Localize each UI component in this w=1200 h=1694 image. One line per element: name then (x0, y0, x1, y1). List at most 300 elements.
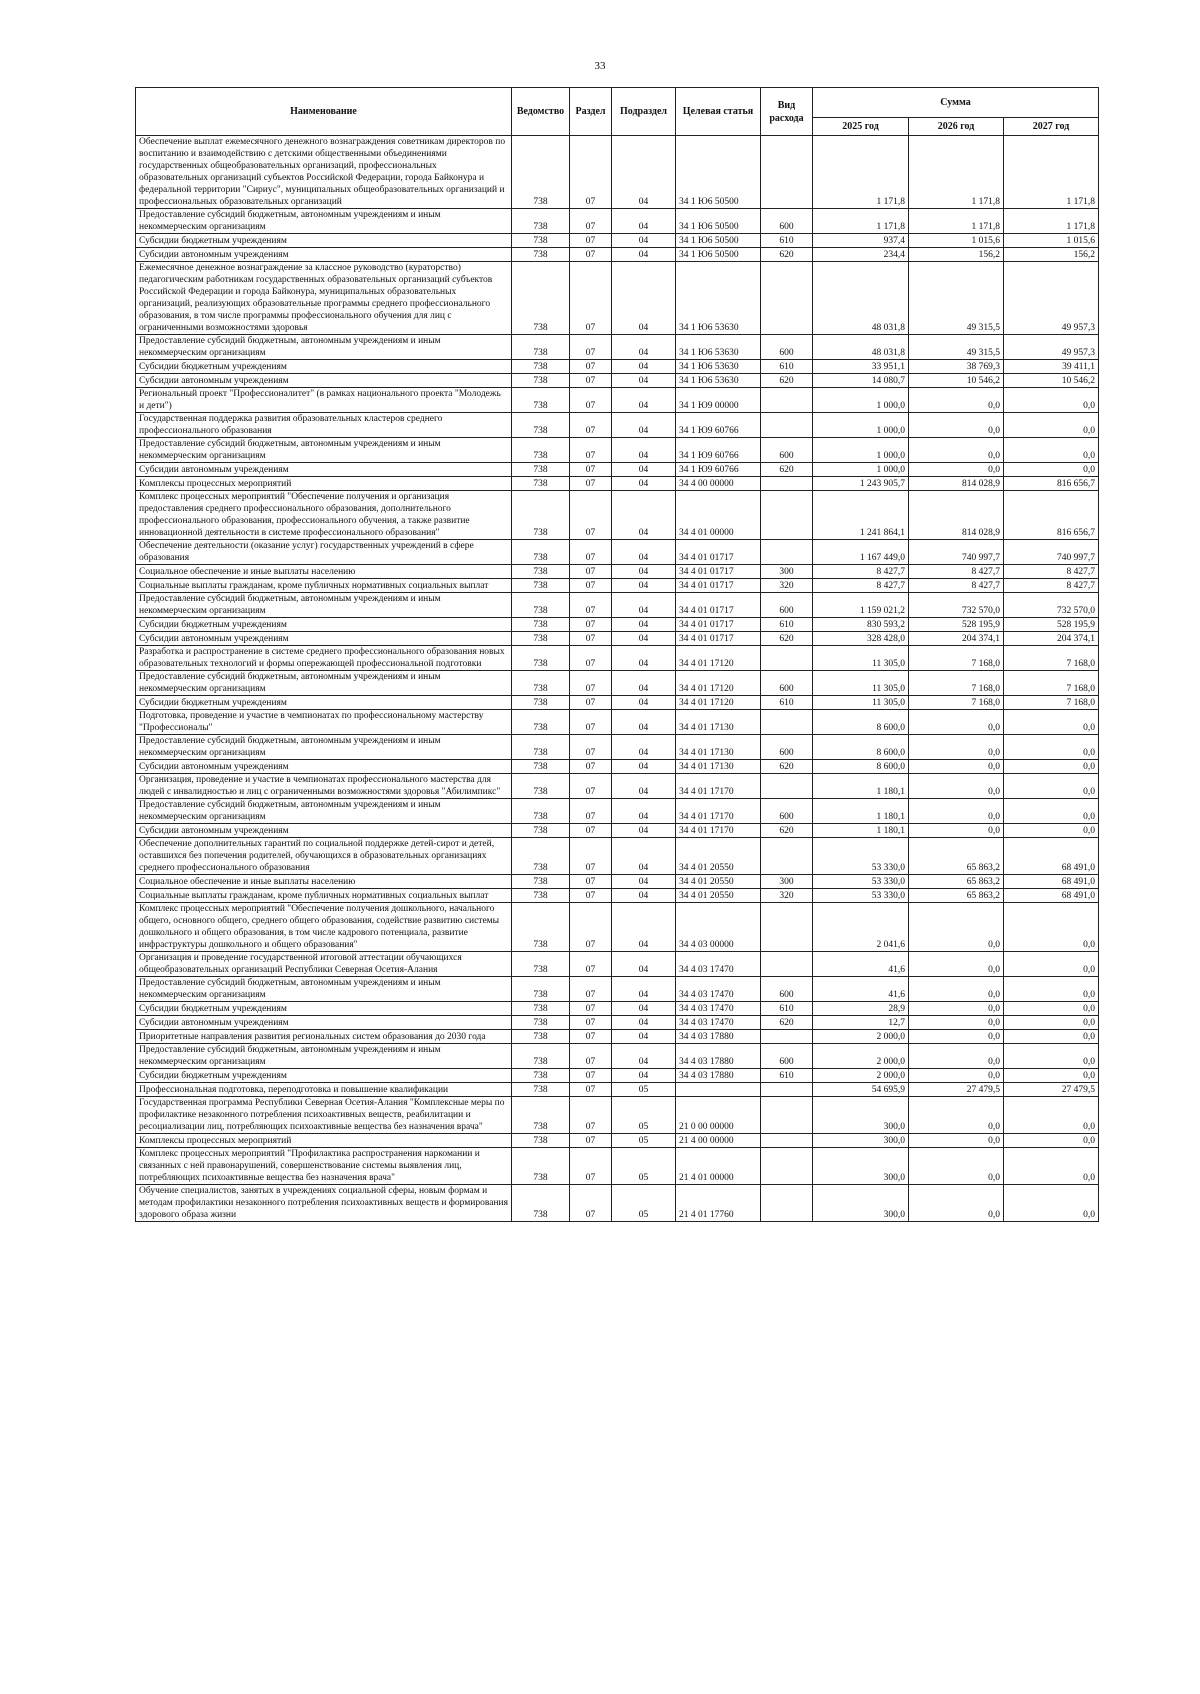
row-sum-2025: 11 305,0 (813, 646, 909, 671)
row-subsection: 04 (612, 540, 676, 565)
row-sum-2025: 830 593,2 (813, 618, 909, 632)
row-exp-type (761, 903, 813, 952)
row-exp-type (761, 774, 813, 799)
row-dept: 738 (512, 696, 570, 710)
table-row (136, 1134, 1099, 1148)
row-dept: 738 (512, 618, 570, 632)
row-section: 07 (570, 952, 612, 977)
row-name: Государственная поддержка развития образовательных кластеров среднего профессионального образования (136, 413, 512, 438)
row-section: 07 (570, 903, 612, 952)
table-row (136, 1030, 1099, 1044)
row-dept: 738 (512, 262, 570, 335)
row-subsection: 04 (612, 565, 676, 579)
row-exp-type: 600 (761, 977, 813, 1002)
row-sum-2026: 814 028,9 (909, 491, 1004, 540)
row-sum-2027: 7 168,0 (1004, 696, 1099, 710)
row-sum-2027: 68 491,0 (1004, 838, 1099, 875)
table-body (136, 136, 1099, 1222)
row-sum-2026: 0,0 (909, 903, 1004, 952)
row-section: 07 (570, 540, 612, 565)
row-dept: 738 (512, 234, 570, 248)
row-subsection: 04 (612, 248, 676, 262)
row-name: Подготовка, проведение и участие в чемпионатах по профессиональному мастерству "Профессионалы" (136, 710, 512, 735)
row-subsection: 05 (612, 1148, 676, 1185)
row-dept: 738 (512, 632, 570, 646)
row-dept: 738 (512, 1030, 570, 1044)
row-exp-type (761, 491, 813, 540)
row-sum-2027: 0,0 (1004, 952, 1099, 977)
row-sum-2025: 8 600,0 (813, 760, 909, 774)
row-sum-2025: 53 330,0 (813, 875, 909, 889)
row-section: 07 (570, 262, 612, 335)
row-dept: 738 (512, 1134, 570, 1148)
row-section: 07 (570, 889, 612, 903)
row-sum-2027: 39 411,1 (1004, 360, 1099, 374)
row-exp-type: 600 (761, 799, 813, 824)
row-exp-type: 600 (761, 209, 813, 234)
row-sum-2026: 0,0 (909, 710, 1004, 735)
row-exp-type: 600 (761, 593, 813, 618)
row-sum-2027: 0,0 (1004, 1002, 1099, 1016)
row-sum-2026: 49 315,5 (909, 335, 1004, 360)
row-sum-2026: 156,2 (909, 248, 1004, 262)
header-year-2026: 2026 год (909, 118, 1004, 136)
row-subsection: 04 (612, 579, 676, 593)
table-row (136, 579, 1099, 593)
row-sum-2026: 0,0 (909, 413, 1004, 438)
row-target: 21 4 01 00000 (676, 1148, 761, 1185)
row-exp-type (761, 952, 813, 977)
row-subsection: 04 (612, 774, 676, 799)
row-subsection: 05 (612, 1185, 676, 1222)
row-dept: 738 (512, 977, 570, 1002)
row-sum-2027: 0,0 (1004, 1185, 1099, 1222)
row-name: Субсидии автономным учреждениям (136, 248, 512, 262)
row-name: Субсидии бюджетным учреждениям (136, 1069, 512, 1083)
row-sum-2025: 54 695,9 (813, 1083, 909, 1097)
row-name: Комплексы процессных мероприятий (136, 1134, 512, 1148)
row-exp-type: 610 (761, 1069, 813, 1083)
row-sum-2026: 0,0 (909, 1044, 1004, 1069)
table-row (136, 1097, 1099, 1134)
row-name: Субсидии автономным учреждениям (136, 632, 512, 646)
row-subsection: 04 (612, 903, 676, 952)
table-row (136, 1002, 1099, 1016)
row-subsection: 04 (612, 977, 676, 1002)
row-target: 34 4 03 17470 (676, 1016, 761, 1030)
row-sum-2027: 68 491,0 (1004, 875, 1099, 889)
row-section: 07 (570, 1148, 612, 1185)
row-target: 34 4 01 17120 (676, 646, 761, 671)
row-target: 34 4 01 17170 (676, 799, 761, 824)
row-sum-2026: 0,0 (909, 735, 1004, 760)
row-section: 07 (570, 799, 612, 824)
row-subsection: 04 (612, 360, 676, 374)
row-dept: 738 (512, 838, 570, 875)
row-target: 34 4 03 17470 (676, 977, 761, 1002)
row-sum-2026: 0,0 (909, 1030, 1004, 1044)
row-section: 07 (570, 491, 612, 540)
row-dept: 738 (512, 1002, 570, 1016)
row-sum-2027: 7 168,0 (1004, 646, 1099, 671)
row-sum-2025: 28,9 (813, 1002, 909, 1016)
row-sum-2026: 0,0 (909, 1148, 1004, 1185)
row-sum-2026: 0,0 (909, 1134, 1004, 1148)
table-row (136, 234, 1099, 248)
row-sum-2025: 328 428,0 (813, 632, 909, 646)
row-target: 34 1 Ю6 53630 (676, 360, 761, 374)
row-subsection: 04 (612, 388, 676, 413)
row-dept: 738 (512, 360, 570, 374)
row-name: Разработка и распространение в системе среднего профессионального образования новых образовательных технологий и формы опережающей профессиональной подготовки (136, 646, 512, 671)
table-row (136, 632, 1099, 646)
row-subsection: 04 (612, 463, 676, 477)
row-sum-2027: 10 546,2 (1004, 374, 1099, 388)
table-header (136, 88, 1099, 136)
row-exp-type: 620 (761, 374, 813, 388)
row-section: 07 (570, 735, 612, 760)
row-target: 34 1 Ю9 60766 (676, 438, 761, 463)
row-section: 07 (570, 579, 612, 593)
row-sum-2025: 1 180,1 (813, 799, 909, 824)
row-sum-2026: 0,0 (909, 1016, 1004, 1030)
row-name: Комплексы процессных мероприятий (136, 477, 512, 491)
row-dept: 738 (512, 1097, 570, 1134)
row-sum-2027: 7 168,0 (1004, 671, 1099, 696)
row-sum-2025: 1 000,0 (813, 463, 909, 477)
row-sum-2025: 234,4 (813, 248, 909, 262)
row-sum-2026: 528 195,9 (909, 618, 1004, 632)
header-dept: Ведомство (512, 88, 570, 136)
row-sum-2027: 8 427,7 (1004, 579, 1099, 593)
row-name: Комплекс процессных мероприятий "Профилактика распространения наркомании и связанных с ней правонарушений, совершенствование системы выявления лиц, потребляющих психоактивные вещества без назначения врача" (136, 1148, 512, 1185)
row-subsection: 05 (612, 1097, 676, 1134)
row-exp-type: 620 (761, 632, 813, 646)
table-row (136, 799, 1099, 824)
header-target: Целевая статья (676, 88, 761, 136)
row-exp-type: 610 (761, 696, 813, 710)
row-sum-2025: 8 600,0 (813, 710, 909, 735)
row-subsection: 04 (612, 1069, 676, 1083)
header-exp-type: Вид расхода (761, 88, 813, 136)
row-dept: 738 (512, 774, 570, 799)
row-sum-2027: 0,0 (1004, 1134, 1099, 1148)
row-exp-type: 300 (761, 565, 813, 579)
row-dept: 738 (512, 824, 570, 838)
row-section: 07 (570, 248, 612, 262)
row-section: 07 (570, 774, 612, 799)
row-sum-2025: 12,7 (813, 1016, 909, 1030)
row-sum-2025: 11 305,0 (813, 671, 909, 696)
row-sum-2026: 0,0 (909, 774, 1004, 799)
row-sum-2026: 7 168,0 (909, 646, 1004, 671)
row-target: 34 4 01 01717 (676, 618, 761, 632)
row-dept: 738 (512, 579, 570, 593)
row-sum-2027: 528 195,9 (1004, 618, 1099, 632)
row-sum-2027: 204 374,1 (1004, 632, 1099, 646)
row-name: Организация и проведение государственной итоговой аттестации обучающихся общеобразовательных организаций Республики Северная Осетия-Алания (136, 952, 512, 977)
row-sum-2026: 0,0 (909, 760, 1004, 774)
row-subsection: 04 (612, 799, 676, 824)
row-target: 34 1 Ю6 53630 (676, 335, 761, 360)
row-sum-2026: 740 997,7 (909, 540, 1004, 565)
row-section: 07 (570, 1069, 612, 1083)
row-name: Предоставление субсидий бюджетным, автономным учреждениям и иным некоммерческим организациям (136, 799, 512, 824)
row-sum-2027: 8 427,7 (1004, 565, 1099, 579)
row-exp-type: 620 (761, 760, 813, 774)
row-subsection: 04 (612, 735, 676, 760)
row-dept: 738 (512, 903, 570, 952)
row-target: 34 1 Ю6 50500 (676, 136, 761, 209)
row-subsection: 04 (612, 593, 676, 618)
row-section: 07 (570, 1097, 612, 1134)
row-sum-2027: 0,0 (1004, 438, 1099, 463)
row-sum-2026: 0,0 (909, 977, 1004, 1002)
row-sum-2026: 7 168,0 (909, 696, 1004, 710)
row-sum-2025: 300,0 (813, 1185, 909, 1222)
row-name: Субсидии автономным учреждениям (136, 463, 512, 477)
row-section: 07 (570, 374, 612, 388)
row-target: 21 0 00 00000 (676, 1097, 761, 1134)
row-name: Социальные выплаты гражданам, кроме публичных нормативных социальных выплат (136, 579, 512, 593)
row-target: 34 4 01 00000 (676, 491, 761, 540)
row-sum-2025: 1 171,8 (813, 136, 909, 209)
row-name: Социальное обеспечение и иные выплаты населению (136, 565, 512, 579)
row-target: 34 4 01 01717 (676, 593, 761, 618)
row-exp-type: 300 (761, 875, 813, 889)
row-sum-2025: 2 000,0 (813, 1044, 909, 1069)
row-sum-2027: 0,0 (1004, 1016, 1099, 1030)
row-exp-type (761, 1148, 813, 1185)
row-sum-2026: 1 015,6 (909, 234, 1004, 248)
row-sum-2026: 8 427,7 (909, 579, 1004, 593)
row-sum-2026: 7 168,0 (909, 671, 1004, 696)
table-row (136, 977, 1099, 1002)
table-row (136, 413, 1099, 438)
row-sum-2025: 1 000,0 (813, 438, 909, 463)
row-sum-2026: 0,0 (909, 824, 1004, 838)
row-target: 21 4 01 17760 (676, 1185, 761, 1222)
row-sum-2027: 732 570,0 (1004, 593, 1099, 618)
row-sum-2027: 0,0 (1004, 1069, 1099, 1083)
row-exp-type (761, 646, 813, 671)
row-dept: 738 (512, 1044, 570, 1069)
row-sum-2027: 0,0 (1004, 735, 1099, 760)
row-subsection: 04 (612, 671, 676, 696)
row-section: 07 (570, 977, 612, 1002)
row-name: Государственная программа Республики Северная Осетия-Алания "Комплексные меры по профилактике незаконного потребления психоактивных веществ, реабилитации и ресоциализации лиц, потребляющих психоактивные вещества без назначения врача" (136, 1097, 512, 1134)
row-target: 34 1 Ю6 53630 (676, 262, 761, 335)
row-sum-2025: 1 171,8 (813, 209, 909, 234)
row-dept: 738 (512, 463, 570, 477)
row-dept: 738 (512, 136, 570, 209)
row-name: Предоставление субсидий бюджетным, автономным учреждениям и иным некоммерческим организациям (136, 671, 512, 696)
row-sum-2025: 1 000,0 (813, 388, 909, 413)
row-dept: 738 (512, 889, 570, 903)
row-sum-2026: 0,0 (909, 463, 1004, 477)
row-target: 34 4 00 00000 (676, 477, 761, 491)
table-row (136, 1044, 1099, 1069)
row-sum-2027: 49 957,3 (1004, 335, 1099, 360)
row-section: 07 (570, 360, 612, 374)
row-sum-2026: 65 863,2 (909, 875, 1004, 889)
row-exp-type (761, 1134, 813, 1148)
row-target: 34 4 03 17470 (676, 1002, 761, 1016)
row-target: 34 1 Ю6 50500 (676, 209, 761, 234)
row-sum-2027: 0,0 (1004, 388, 1099, 413)
row-target: 34 4 03 17880 (676, 1044, 761, 1069)
row-sum-2025: 300,0 (813, 1148, 909, 1185)
row-section: 07 (570, 618, 612, 632)
row-exp-type (761, 477, 813, 491)
row-subsection: 04 (612, 618, 676, 632)
row-subsection: 05 (612, 1134, 676, 1148)
table-row (136, 477, 1099, 491)
table-row (136, 735, 1099, 760)
row-exp-type (761, 710, 813, 735)
row-target: 34 4 01 17120 (676, 671, 761, 696)
row-name: Организация, проведение и участие в чемпионатах профессионального мастерства для людей с инвалидностью и лиц с ограниченными возможностями здоровья "Абилимпикс" (136, 774, 512, 799)
header-sum: Сумма (813, 88, 1099, 118)
row-name: Социальное обеспечение и иные выплаты населению (136, 875, 512, 889)
table-row (136, 262, 1099, 335)
row-sum-2026: 0,0 (909, 388, 1004, 413)
row-name: Обеспечение дополнительных гарантий по социальной поддержке детей-сирот и детей, оставшихся без попечения родителей, обучающихся в образовательных организациях среднего профессионального образования (136, 838, 512, 875)
row-dept: 738 (512, 593, 570, 618)
table-row (136, 1083, 1099, 1097)
row-sum-2025: 41,6 (813, 952, 909, 977)
row-target: 34 4 01 01717 (676, 565, 761, 579)
row-exp-type: 610 (761, 360, 813, 374)
row-name: Комплекс процессных мероприятий "Обеспечение получения и организация предоставления среднего профессионального образования, дополнительного профессионального образования, профессионального обучения, а также развитие инновационной деятельности в системе профессионального образования" (136, 491, 512, 540)
row-target: 34 4 01 01717 (676, 540, 761, 565)
row-name: Обеспечение деятельности (оказание услуг) государственных учреждений в сфере образования (136, 540, 512, 565)
row-subsection: 04 (612, 824, 676, 838)
row-section: 07 (570, 710, 612, 735)
row-sum-2025: 1 000,0 (813, 413, 909, 438)
row-target: 34 4 01 20550 (676, 838, 761, 875)
row-sum-2027: 0,0 (1004, 710, 1099, 735)
row-sum-2026: 0,0 (909, 1069, 1004, 1083)
row-exp-type (761, 1083, 813, 1097)
row-exp-type: 610 (761, 1002, 813, 1016)
row-dept: 738 (512, 646, 570, 671)
row-exp-type: 620 (761, 1016, 813, 1030)
row-subsection: 04 (612, 646, 676, 671)
row-sum-2027: 0,0 (1004, 774, 1099, 799)
row-name: Предоставление субсидий бюджетным, автономным учреждениям и иным некоммерческим организациям (136, 977, 512, 1002)
table-row (136, 136, 1099, 209)
row-target: 34 4 01 17170 (676, 774, 761, 799)
row-dept: 738 (512, 438, 570, 463)
row-name: Региональный проект "Профессионалитет" (в рамках национального проекта "Молодежь и дети") (136, 388, 512, 413)
row-name: Субсидии автономным учреждениям (136, 374, 512, 388)
row-sum-2027: 0,0 (1004, 824, 1099, 838)
table-row (136, 209, 1099, 234)
row-sum-2027: 1 015,6 (1004, 234, 1099, 248)
row-dept: 738 (512, 1069, 570, 1083)
row-sum-2025: 300,0 (813, 1097, 909, 1134)
table-row (136, 388, 1099, 413)
row-dept: 738 (512, 491, 570, 540)
row-subsection: 04 (612, 632, 676, 646)
row-section: 07 (570, 1016, 612, 1030)
table-row (136, 565, 1099, 579)
row-exp-type (761, 262, 813, 335)
row-sum-2025: 1 241 864,1 (813, 491, 909, 540)
header-name: Наименование (136, 88, 512, 136)
row-sum-2027: 0,0 (1004, 1148, 1099, 1185)
row-exp-type (761, 413, 813, 438)
row-sum-2026: 10 546,2 (909, 374, 1004, 388)
row-sum-2026: 0,0 (909, 438, 1004, 463)
table-row (136, 463, 1099, 477)
row-sum-2025: 48 031,8 (813, 262, 909, 335)
row-sum-2027: 816 656,7 (1004, 477, 1099, 491)
row-name: Предоставление субсидий бюджетным, автономным учреждениям и иным некоммерческим организациям (136, 735, 512, 760)
row-name: Предоставление субсидий бюджетным, автономным учреждениям и иным некоммерческим организациям (136, 1044, 512, 1069)
row-subsection: 04 (612, 889, 676, 903)
table-row (136, 710, 1099, 735)
row-exp-type: 620 (761, 463, 813, 477)
row-name: Предоставление субсидий бюджетным, автономным учреждениям и иным некоммерческим организациям (136, 438, 512, 463)
row-sum-2027: 0,0 (1004, 799, 1099, 824)
row-sum-2025: 1 180,1 (813, 824, 909, 838)
row-sum-2026: 0,0 (909, 1097, 1004, 1134)
row-dept: 738 (512, 710, 570, 735)
row-sum-2026: 8 427,7 (909, 565, 1004, 579)
row-target: 34 4 03 17470 (676, 952, 761, 977)
row-sum-2025: 53 330,0 (813, 838, 909, 875)
row-section: 07 (570, 760, 612, 774)
header-subsection: Подраздел (612, 88, 676, 136)
row-target: 21 4 00 00000 (676, 1134, 761, 1148)
row-sum-2026: 1 171,8 (909, 136, 1004, 209)
row-exp-type: 600 (761, 438, 813, 463)
row-name: Приоритетные направления развития региональных систем образования до 2030 года (136, 1030, 512, 1044)
row-section: 07 (570, 1044, 612, 1069)
row-sum-2025: 41,6 (813, 977, 909, 1002)
row-subsection: 04 (612, 234, 676, 248)
table-row (136, 248, 1099, 262)
row-subsection: 04 (612, 209, 676, 234)
row-target: 34 4 01 01717 (676, 579, 761, 593)
row-sum-2025: 1 159 021,2 (813, 593, 909, 618)
row-exp-type: 600 (761, 335, 813, 360)
row-dept: 738 (512, 735, 570, 760)
row-target: 34 1 Ю6 53630 (676, 374, 761, 388)
budget-table (135, 87, 1099, 1222)
row-target (676, 1083, 761, 1097)
table-row (136, 760, 1099, 774)
row-exp-type (761, 1185, 813, 1222)
table-row (136, 335, 1099, 360)
row-exp-type: 600 (761, 671, 813, 696)
row-name: Обучение специалистов, занятых в учреждениях социальной сферы, новым формам и методам профилактики незаконного потребления психоактивных веществ и формирования здорового образа жизни (136, 1185, 512, 1222)
row-sum-2027: 27 479,5 (1004, 1083, 1099, 1097)
row-sum-2025: 11 305,0 (813, 696, 909, 710)
row-sum-2026: 1 171,8 (909, 209, 1004, 234)
row-sum-2025: 48 031,8 (813, 335, 909, 360)
row-exp-type: 610 (761, 234, 813, 248)
row-subsection: 04 (612, 1030, 676, 1044)
row-sum-2026: 0,0 (909, 952, 1004, 977)
row-section: 07 (570, 696, 612, 710)
row-name: Субсидии бюджетным учреждениям (136, 1002, 512, 1016)
row-section: 07 (570, 388, 612, 413)
row-subsection: 04 (612, 710, 676, 735)
row-sum-2025: 937,4 (813, 234, 909, 248)
